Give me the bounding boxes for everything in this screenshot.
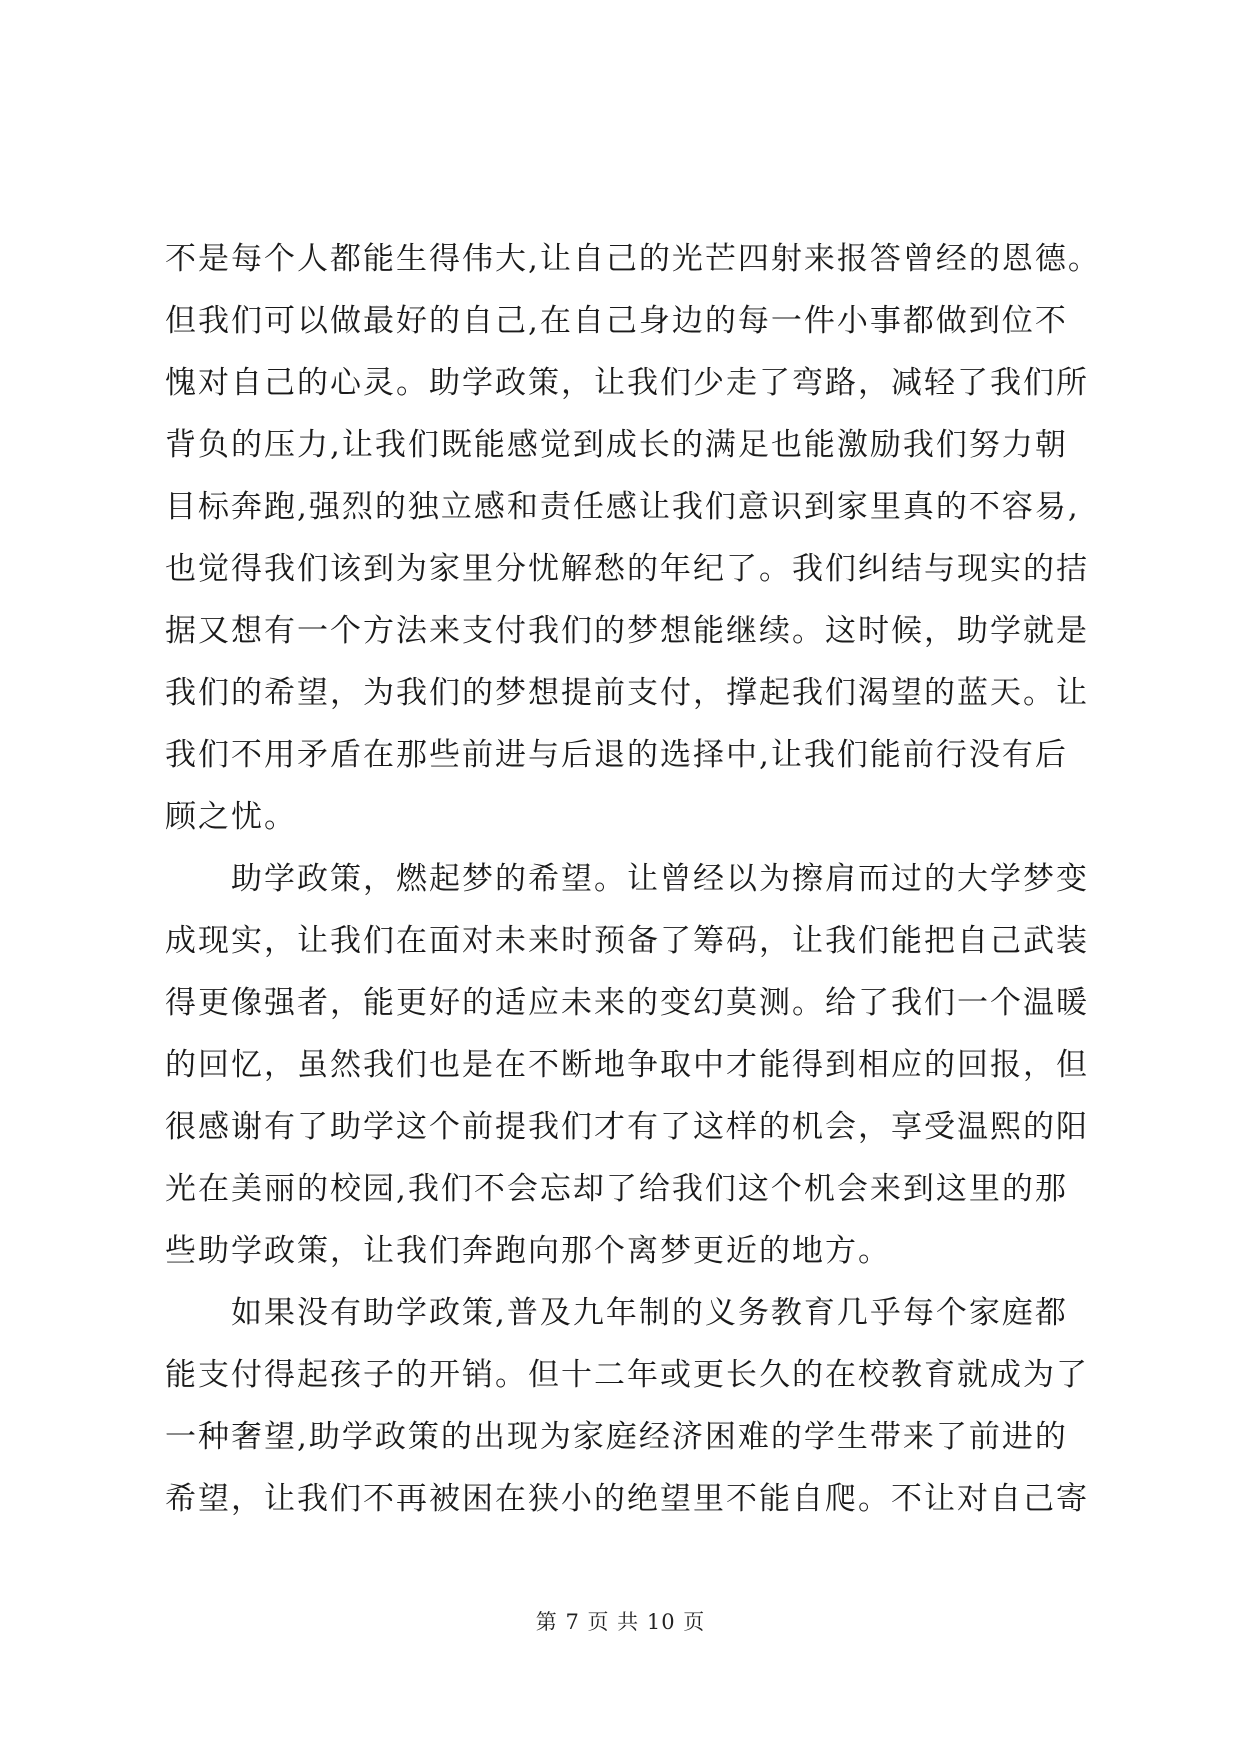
text-line: 助学政策，燃起梦的希望。让曾经以为擦肩而过的大学梦变 xyxy=(165,861,1089,897)
text-line: 背负的压力,让我们既能感觉到成长的满足也能激励我们努力朝 xyxy=(165,427,1068,463)
text-line: 据又想有一个方法来支付我们的梦想能继续。这时候，助学就是 xyxy=(165,613,1089,649)
text-line: 的回忆，虽然我们也是在不断地争取中才能得到相应的回报，但 xyxy=(165,1047,1089,1083)
body-text xyxy=(165,228,1101,1530)
text-line: 成现实，让我们在面对未来时预备了筹码，让我们能把自己武装 xyxy=(165,923,1089,959)
text-line: 愧对自己的心灵。助学政策，让我们少走了弯路，减轻了我们所 xyxy=(165,365,1089,401)
text-line: 我们不用矛盾在那些前进与后退的选择中,让我们能前行没有后 xyxy=(165,737,1068,773)
text-line: 得更像强者，能更好的适应未来的变幻莫测。给了我们一个温暖 xyxy=(165,985,1089,1021)
text-line: 但我们可以做最好的自己,在自己身边的每一件小事都做到位不 xyxy=(165,303,1068,339)
page-number-footer: 第 7 页 共 10 页 xyxy=(535,1610,706,1634)
text-line: 如果没有助学政策,普及九年制的义务教育几乎每个家庭都 xyxy=(165,1295,1068,1331)
text-line: 希望，让我们不再被困在狭小的绝望里不能自爬。不让对自己寄 xyxy=(165,1481,1089,1517)
text-line: 很感谢有了助学这个前提我们才有了这样的机会，享受温熙的阳 xyxy=(165,1109,1089,1145)
text-line: 我们的希望，为我们的梦想提前支付，撑起我们渴望的蓝天。让 xyxy=(165,675,1089,711)
text-line: 能支付得起孩子的开销。但十二年或更长久的在校教育就成为了 xyxy=(165,1357,1089,1393)
text-line: 也觉得我们该到为家里分忧解愁的年纪了。我们纠结与现实的拮 xyxy=(165,551,1089,587)
text-line: 顾之忧。 xyxy=(165,799,297,835)
text-line: 光在美丽的校园,我们不会忘却了给我们这个机会来到这里的那 xyxy=(165,1171,1068,1207)
text-line: 目标奔跑,强烈的独立感和责任感让我们意识到家里真的不容易, xyxy=(165,489,1080,525)
text-line: 不是每个人都能生得伟大,让自己的光芒四射来报答曾经的恩德。 xyxy=(165,241,1101,277)
text-line: 些助学政策，让我们奔跑向那个离梦更近的地方。 xyxy=(165,1233,891,1269)
text-line: 一种奢望,助学政策的出现为家庭经济困难的学生带来了前进的 xyxy=(165,1419,1068,1455)
